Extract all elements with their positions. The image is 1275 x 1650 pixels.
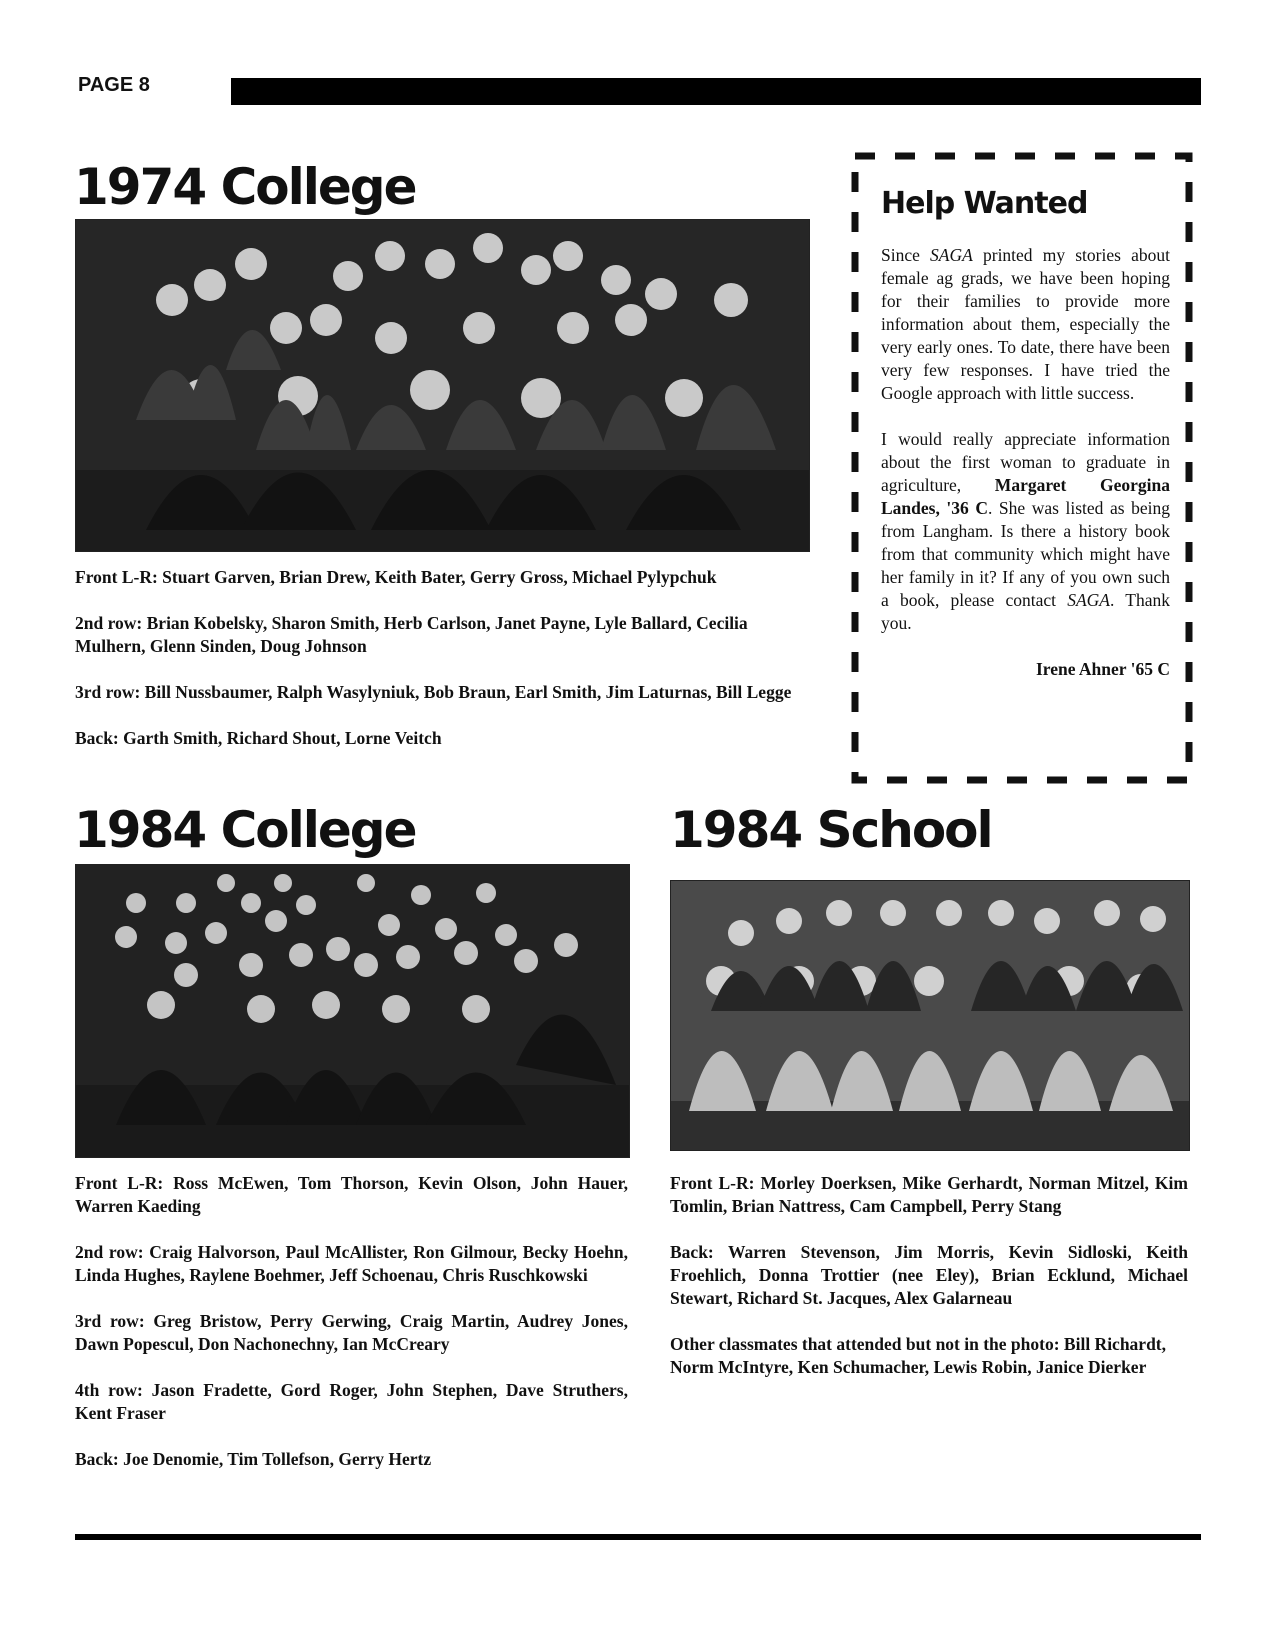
caption-third-row: 3rd row: Greg Bristow, Perry Gerwing, Craig Martin, Audrey Jones, Dawn Popescul, Don Nachonechny, Ian McCreary xyxy=(75,1311,628,1354)
caption-third-row: 3rd row: Bill Nussbaumer, Ralph Wasylyniuk, Bob Braun, Earl Smith, Jim Laturnas, Bill Legge xyxy=(75,682,792,702)
caption-1984-college xyxy=(75,1172,628,1471)
photo-1974-college xyxy=(75,219,810,552)
caption-front-row: Front L-R: Ross McEwen, Tom Thorson, Kevin Olson, John Hauer, Warren Kaeding xyxy=(75,1173,628,1216)
caption-1984-school xyxy=(670,1172,1188,1379)
help-paragraph-1: Since SAGA printed my stories about female ag grads, we have been hoping for their families to provide more information about them, especially the very early ones. To date, there have been very few responses. I have tried the Google approach with little success. xyxy=(881,245,1170,403)
group-photo-image xyxy=(76,865,629,1157)
help-signature: Irene Ahner '65 C xyxy=(1035,659,1170,679)
photo-1984-school xyxy=(670,880,1190,1151)
caption-front-row: Front L-R: Stuart Garven, Brian Drew, Keith Bater, Gerry Gross, Michael Pylypchuk xyxy=(75,567,717,587)
section-title-1984-college: 1984 College xyxy=(74,801,416,859)
group-photo-image xyxy=(76,220,809,551)
section-title-1984-school: 1984 School xyxy=(670,801,992,859)
page-label: PAGE 8 xyxy=(78,74,150,96)
caption-second-row: 2nd row: Craig Halvorson, Paul McAllister, Ron Gilmour, Becky Hoehn, Linda Hughes, Raylene Boehmer, Jeff Schoenau, Chris Ruschkowski xyxy=(75,1242,628,1285)
caption-back-row: Back: Warren Stevenson, Jim Morris, Kevin Sidloski, Keith Froehlich, Donna Trottier (nee Eley), Brian Ecklund, Michael Stewart, Richard St. Jacques, Alex Galarneau xyxy=(670,1242,1188,1308)
help-wanted-box xyxy=(851,152,1193,784)
help-paragraph-2: I would really appreciate information about the first woman to graduate in agriculture, Margaret Georgina Landes, '36 C. She was listed as being from Langham. Is there a history book from that community which might have her family in it? If any of you own such a book, please contact SAGA. Thank you. xyxy=(881,429,1170,633)
caption-front-row: Front L-R: Morley Doerksen, Mike Gerhardt, Norman Mitzel, Kim Tomlin, Brian Nattress, Cam Campbell, Perry Stang xyxy=(670,1173,1188,1216)
caption-back-row: Back: Garth Smith, Richard Shout, Lorne Veitch xyxy=(75,728,442,748)
footer-rule xyxy=(75,1534,1201,1540)
help-wanted-title: Help Wanted xyxy=(881,186,1088,221)
saga-name: SAGA xyxy=(930,245,973,265)
header-rule xyxy=(231,78,1201,105)
caption-1974-college xyxy=(75,566,815,750)
help-wanted-body xyxy=(881,244,1170,704)
caption-second-row: 2nd row: Brian Kobelsky, Sharon Smith, Herb Carlson, Janet Payne, Lyle Ballard, Cecilia Mulhern, Glenn Sinden, Doug Johnson xyxy=(75,613,748,656)
section-title-1974-college: 1974 College xyxy=(74,158,416,216)
caption-fourth-row: 4th row: Jason Fradette, Gord Roger, John Stephen, Dave Struthers, Kent Fraser xyxy=(75,1380,628,1423)
group-photo-image xyxy=(671,881,1189,1150)
photo-1984-college xyxy=(75,864,630,1158)
caption-absent-classmates: Other classmates that attended but not in the photo: Bill Richardt, Norm McIntyre, Ken Schumacher, Lewis Robin, Janice Dierker xyxy=(670,1334,1167,1377)
caption-back-row: Back: Joe Denomie, Tim Tollefson, Gerry Hertz xyxy=(75,1449,432,1469)
graduate-name: Margaret Georgina Landes, '36 C xyxy=(881,475,1170,518)
saga-name: SAGA xyxy=(1067,590,1110,610)
